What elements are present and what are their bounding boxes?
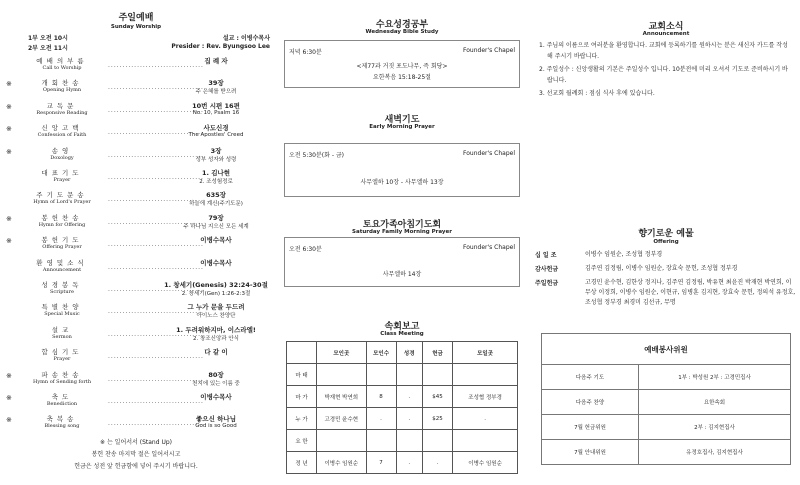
order-item-korean: 성경봉독 [41,281,83,289]
leader-dots: ................................. [108,308,204,316]
order-item-english: Call to Worship [42,65,82,71]
worship-order-item [0,190,272,214]
sat-subtitle: Saturday Family Morning Prayer [352,229,452,235]
order-item-korean: 주기도문송 [36,191,88,200]
leader-dots: ................................. [108,241,204,249]
class-row [287,386,518,408]
stand-marker: ※ [6,102,12,111]
class-cell: 마 태 [287,364,317,386]
order-item-value: 좋으신 하나님 [196,415,236,424]
wed-subtitle: Wednesday Bible Study [365,29,439,35]
worship-order-item [0,347,272,371]
worship-order-item [0,302,272,326]
worship-time-2: 2부 오전 11시 [28,45,68,52]
volunteers-title: 예배봉사위원 [542,334,791,365]
order-item-english: Opening Hymn [42,87,82,94]
dawn-scripture: 사무엘하 10장 - 사무엘하 13장 [360,179,444,186]
order-item-english: Responsive Reading [36,109,88,116]
class-cell: $45 [422,386,452,408]
class-cell [317,364,366,386]
dawn-title: 새벽기도 [384,115,420,125]
order-item-value: 1. 김나현 [201,169,231,177]
volunteer-row [542,390,791,415]
pastor-label: 설교 : 이병수목사 [222,35,270,42]
offering-label: 십 일 조 [535,252,557,259]
right-column [535,0,797,485]
class-cell [453,364,518,386]
order-item-detail: 성부 성자와 성령 [195,156,237,163]
volunteers-title-row [542,334,791,365]
sat-box [284,237,520,287]
wed-place: Founder's Chapel [463,47,515,54]
order-item-value: 80장 [208,370,224,379]
stand-marker: ※ [6,416,12,425]
offering-title: 향기로운 예물 [638,229,694,239]
class-header-cell: 헌금 [422,342,452,364]
order-item-value: 집 례 자 [204,57,228,65]
order-item-value: 3장 [210,146,222,155]
order-item-detail: 하늘에 계신(주기도문) [189,201,243,208]
offering-row [535,278,797,308]
order-item-detail: 2. 창세기(Gen) 1:26-2:3절 [181,291,251,297]
leader-dots: ................................. [108,106,204,114]
order-item-korean: 합심기도 [41,348,83,357]
order-item-korean: 설교 [51,325,73,334]
class-header-cell: 모일곳 [453,342,518,364]
class-header-cell: 모인곳 [317,342,366,364]
leader-dots: ................................. [108,196,204,204]
announcement-list [539,40,793,101]
volunteers-table [541,333,791,465]
class-cell: 이병수 임원순 [317,452,366,474]
order-item-value: 다 같 이 [204,348,228,357]
volunteer-role: 다음주 기도 [542,365,639,390]
leader-dots: ................................. [108,420,204,428]
class-title: 속회보고 [384,322,420,332]
order-item-detail: 주 하나님 지으신 모든 세계 [183,223,249,230]
stand-note: ※ 는 일어서서 (Stand Up) [100,439,172,446]
class-row [287,452,518,474]
class-row [287,430,518,452]
order-item-english: Prayer [53,356,71,363]
order-item-english: Special Music [44,311,80,318]
worship-order-item [0,258,272,282]
offering-names: 고경민 윤수현, 김한상 정지나, 김주연 김정림, 박유현 최윤진 박재현 박연희, 이무상 이정희, 이병수 임원순, 이현규, 임병훈 김지현, 장효숙 문헌, 정의석 유정호, 조성협 정부경 최경미 김선규, 무명 [585,279,796,306]
worship-order-item [0,56,272,80]
class-header-cell: 성경 [396,342,422,364]
order-item-korean: 축복송 [46,415,78,424]
order-item-korean: 파송찬송 [41,370,83,379]
order-item-english: Blessing song [44,423,80,430]
sat-time: 오전 6:30분 [289,246,322,253]
order-item-korean: 예배의부름 [36,57,88,65]
class-cell: 7 [366,452,396,474]
order-item-detail: 주 은혜를 받으려 [195,89,237,96]
class-row [287,408,518,430]
class-cell: 정 년 [287,452,317,474]
worship-order-item [0,101,272,125]
order-item-detail: No. 10, Psalm 16 [192,109,240,116]
worship-order-item [0,78,272,102]
wed-scripture: 요한복음 15:18-25절 [373,74,431,81]
order-item-value: 이병수목사 [200,236,232,245]
leader-dots: ................................. [108,84,204,92]
offering-names: 김주연 김정림, 이병수 임원순, 장효숙 문헌, 조성협 정부경 [585,265,738,272]
class-meeting-table [286,341,518,474]
offering-label: 감사헌금 [535,266,559,273]
order-item-english: Offering Prayer [42,244,82,251]
leader-dots: ................................. [108,375,204,383]
worship-order-item [0,235,272,259]
sat-scripture: 사무엘하 14장 [382,271,422,278]
leader-dots: ................................. [108,353,204,361]
stand-marker: ※ [6,214,12,223]
order-item-korean: 축도 [51,393,73,401]
order-item-value: 635장 [206,191,226,200]
class-cell [422,364,452,386]
order-item-value: 39장 [208,79,224,88]
worship-order-item [0,392,272,416]
worship-order-item [0,168,272,192]
class-cell: 조성협 정부경 [453,386,518,408]
order-item-detail: God is so Good [195,423,237,430]
volunteer-row [542,440,791,465]
worship-order-item [0,123,272,147]
offering-row [535,250,797,260]
order-item-english: Confession of Faith [37,132,87,139]
class-cell [396,430,422,452]
news-title: 교회소식 [648,22,684,32]
leader-dots: ................................. [108,218,204,226]
stand-marker: ※ [6,147,12,156]
order-item-english: Announcement [42,266,82,273]
class-subtitle: Class Meeting [380,331,424,337]
class-cell: 요 한 [287,430,317,452]
worship-order-item [0,213,272,237]
offering-subtitle: Offering [653,239,679,245]
worship-order-item [0,414,272,438]
class-cell [422,430,452,452]
volunteer-names: 1부 : 박성원 2부 : 고경민집사 [639,365,791,390]
worship-order-item [0,325,272,349]
order-item-detail: 2. 조성험정로 [199,179,233,185]
stand-marker: ※ [6,394,12,402]
stand-marker: ※ [6,371,12,380]
order-item-value: 1. 창세기(Genesis) 32:24-30절 [164,281,268,289]
sunday-worship-column [0,0,272,485]
order-item-english: Doxology [50,154,74,161]
worship-order-item [0,280,272,304]
order-item-english: Hymn of Lord's Prayer [33,199,91,206]
order-item-value: 79장 [208,213,224,222]
wed-box [284,40,520,88]
class-cell [453,430,518,452]
class-header-cell: 모인수 [366,342,396,364]
stand-marker: ※ [6,125,12,134]
order-item-english: Hymn for Offering [38,221,86,228]
offering-note-1: 봉헌 찬송 마지막 절은 일어서시고 [91,451,181,458]
order-item-korean: 봉헌기도 [41,236,83,245]
order-item-value: 그 누가 문을 두드려 [187,303,245,312]
offering-list [535,250,797,312]
class-cell [366,430,396,452]
volunteer-names: 유정호집사, 김지현집사 [639,440,791,465]
order-item-english: Hymn of Sending forth [32,378,92,385]
stand-marker: ※ [6,237,12,246]
leader-dots: ................................. [108,398,204,405]
leader-dots: ................................. [108,129,204,137]
middle-column [282,0,522,485]
class-cell [317,430,366,452]
class-cell: 고경민 윤수현 [317,408,366,430]
volunteer-row [542,415,791,440]
dawn-time: 오전 5:30분(화 - 금) [289,152,345,159]
order-item-korean: 환영및소식 [36,258,88,267]
leader-dots: ................................. [108,330,204,338]
dawn-box [284,143,520,197]
order-item-value: 1. 두려워하지마, 이스라엘! [176,325,256,334]
offering-label: 주일헌금 [535,280,559,287]
volunteer-names: 2부 : 김지현집사 [639,415,791,440]
order-item-value: 이병수목사 [200,393,232,401]
presider-label: Presider : Rev. Byungsoo Lee [171,43,270,50]
volunteer-row [542,365,791,390]
class-cell: 마 가 [287,386,317,408]
class-cell [366,364,396,386]
leader-dots: ................................. [108,286,204,293]
order-item-detail: The Apostles' Creed [188,132,244,139]
class-cell: 박재현 박연희 [317,386,366,408]
class-cell: . [422,452,452,474]
leader-dots: ................................. [108,263,204,271]
class-cell: 8 [366,386,396,408]
announcement-item: 1. 주님의 이름으로 여러분을 환영합니다. 교회에 등록하기를 원하시는 분은 새신자 카드를 작성해 주시기 바랍니다. [539,42,788,60]
volunteer-role: 7월 안내위원 [542,440,639,465]
dawn-subtitle: Early Morning Prayer [369,124,435,130]
leader-dots: ................................. [108,174,204,181]
dawn-place: Founder's Chapel [463,150,515,157]
offering-names: 이병수 임원순, 조성협 정부경 [585,251,663,258]
wed-time: 저녁 6:30분 [289,49,322,56]
class-header-row [287,342,518,364]
volunteer-role: 다음주 찬양 [542,390,639,415]
order-item-english: Prayer [53,177,71,183]
sat-title: 토요가족아침기도회 [362,220,442,230]
stand-marker: ※ [6,80,12,89]
order-item-korean: 특별찬양 [41,303,83,312]
order-item-value: 10번 시편 16편 [192,101,240,110]
order-item-english: Sermon [52,333,72,340]
order-item-value: 이병수목사 [200,258,232,267]
volunteer-role: 7월 헌금위원 [542,415,639,440]
class-cell: 이병수 임원순 [453,452,518,474]
class-cell: 누 가 [287,408,317,430]
class-cell: $25 [422,408,452,430]
order-item-korean: 교독문 [46,101,78,110]
class-row [287,364,518,386]
wed-lesson: <제77과 거짓 포도나무, 즉 회당> [356,63,448,70]
class-header-cell [287,342,317,364]
news-subtitle: Announcement [642,31,690,37]
class-cell: . [396,386,422,408]
order-item-value: 사도신경 [203,124,229,133]
class-cell [396,364,422,386]
offering-row [535,264,797,274]
announcement-item: 2. 주일성수 : 신앙생활의 기본은 주일성수 입니다. 10분전에 미리 오셔서 기도로 준비하시기 바랍니다. [539,66,788,84]
volunteer-names: 요한속회 [639,390,791,415]
order-item-korean: 송영 [51,146,73,155]
order-item-detail: 아이노스 찬양단 [196,313,236,320]
leader-dots: ................................. [108,151,204,159]
worship-time-1: 1부 오전 10시 [28,35,68,42]
order-item-english: Benediction [46,401,78,407]
order-item-korean: 신앙고백 [41,124,83,133]
worship-title: 주일예배 [118,13,154,23]
leader-dots: ................................. [108,62,204,69]
order-item-korean: 봉헌찬송 [41,213,83,222]
worship-subtitle: Sunday Worship [110,24,162,30]
order-item-korean: 대표기도 [41,169,83,177]
sat-place: Founder's Chapel [463,244,515,251]
class-cell: . [396,452,422,474]
order-item-detail: 천지에 있는 이름 중 [192,380,240,387]
class-cell: . [366,408,396,430]
order-item-english: Scripture [50,289,74,295]
order-item-detail: 2. 창조신앙과 안식 [193,335,239,342]
announcement-item: 3. 선교회 월례회 : 점심 식사 후에 있습니다. [539,90,655,97]
wed-title: 수요성경공부 [375,20,429,30]
class-cell: . [453,408,518,430]
class-cell: . [396,408,422,430]
order-item-korean: 개회찬송 [41,79,83,88]
worship-order-item [0,146,272,170]
offering-note-2: 헌금은 성전 앞 헌금함에 넣어 주시기 바랍니다. [74,463,198,470]
worship-order-item [0,370,272,394]
